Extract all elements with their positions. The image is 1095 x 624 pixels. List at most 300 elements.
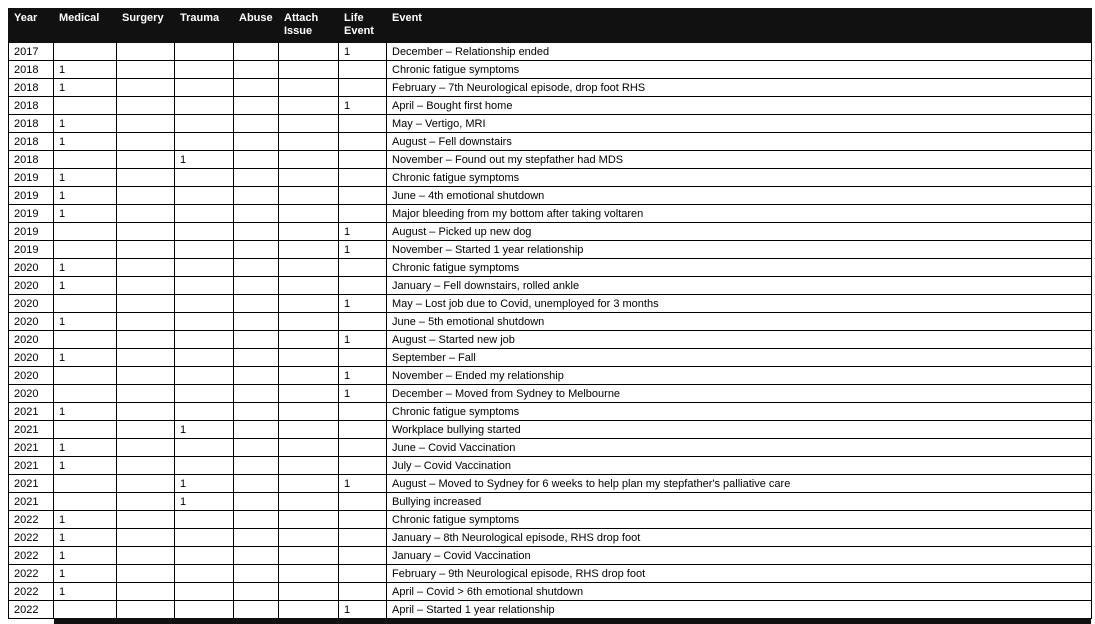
- trauma-cell: [175, 367, 234, 385]
- year-cell: 2020: [9, 295, 54, 313]
- life-event-cell: [339, 79, 387, 97]
- life-event-cell: [339, 205, 387, 223]
- year-cell: 2019: [9, 241, 54, 259]
- attach-issue-cell: [279, 331, 339, 349]
- attach-issue-cell: [279, 79, 339, 97]
- life-event-cell: 1: [339, 367, 387, 385]
- year-cell: 2022: [9, 547, 54, 565]
- medical-cell: 1: [54, 79, 117, 97]
- event-cell: November – Started 1 year relationship: [387, 241, 1092, 259]
- surgery-cell: [117, 187, 175, 205]
- surgery-cell: [117, 565, 175, 583]
- life-event-cell: [339, 421, 387, 439]
- medical-cell: 1: [54, 583, 117, 601]
- medical-cell: [54, 601, 117, 619]
- surgery-cell: [117, 475, 175, 493]
- surgery-cell: [117, 385, 175, 403]
- abuse-cell: [234, 187, 279, 205]
- table-row: [9, 61, 1092, 79]
- surgery-cell: [117, 367, 175, 385]
- attach-issue-cell: [279, 547, 339, 565]
- year-cell: 2020: [9, 385, 54, 403]
- trauma-cell: [175, 241, 234, 259]
- year-cell: 2021: [9, 493, 54, 511]
- life-event-cell: 1: [339, 97, 387, 115]
- table-row: [9, 439, 1092, 457]
- event-cell: January – Covid Vaccination: [387, 547, 1092, 565]
- life-event-cell: [339, 61, 387, 79]
- life-event-cell: [339, 547, 387, 565]
- medical-cell: [54, 421, 117, 439]
- table-row: [9, 187, 1092, 205]
- year-cell: 2018: [9, 61, 54, 79]
- trauma-cell: [175, 439, 234, 457]
- surgery-cell: [117, 241, 175, 259]
- life-event-cell: [339, 313, 387, 331]
- life-event-cell: [339, 511, 387, 529]
- event-cell: April – Bought first home: [387, 97, 1092, 115]
- life-event-cell: [339, 259, 387, 277]
- medical-cell: 1: [54, 349, 117, 367]
- trauma-cell: 1: [175, 475, 234, 493]
- year-cell: 2020: [9, 277, 54, 295]
- abuse-cell: [234, 457, 279, 475]
- surgery-cell: [117, 43, 175, 61]
- year-cell: 2021: [9, 439, 54, 457]
- medical-cell: 1: [54, 565, 117, 583]
- table-row: [9, 223, 1092, 241]
- year-cell: 2020: [9, 349, 54, 367]
- medical-cell: [54, 223, 117, 241]
- year-cell: 2018: [9, 97, 54, 115]
- header-cell-trauma: Trauma: [175, 9, 234, 43]
- abuse-cell: [234, 223, 279, 241]
- surgery-cell: [117, 511, 175, 529]
- year-cell: 2020: [9, 367, 54, 385]
- life-event-cell: [339, 349, 387, 367]
- surgery-cell: [117, 547, 175, 565]
- medical-cell: 1: [54, 403, 117, 421]
- year-cell: 2020: [9, 259, 54, 277]
- trauma-cell: [175, 295, 234, 313]
- life-event-cell: [339, 529, 387, 547]
- abuse-cell: [234, 205, 279, 223]
- trauma-cell: [175, 43, 234, 61]
- trauma-cell: [175, 79, 234, 97]
- trauma-cell: [175, 601, 234, 619]
- attach-issue-cell: [279, 115, 339, 133]
- medical-cell: [54, 43, 117, 61]
- abuse-cell: [234, 601, 279, 619]
- trauma-cell: [175, 133, 234, 151]
- trauma-cell: [175, 277, 234, 295]
- abuse-cell: [234, 79, 279, 97]
- trauma-cell: [175, 583, 234, 601]
- table-row: [9, 349, 1092, 367]
- year-cell: 2018: [9, 115, 54, 133]
- trauma-cell: [175, 511, 234, 529]
- event-cell: Chronic fatigue symptoms: [387, 259, 1092, 277]
- abuse-cell: [234, 61, 279, 79]
- table-header: [9, 9, 1092, 43]
- abuse-cell: [234, 403, 279, 421]
- attach-issue-cell: [279, 61, 339, 79]
- surgery-cell: [117, 61, 175, 79]
- event-cell: February – 9th Neurological episode, RHS drop foot: [387, 565, 1092, 583]
- attach-issue-cell: [279, 511, 339, 529]
- abuse-cell: [234, 367, 279, 385]
- table-row: [9, 79, 1092, 97]
- year-cell: 2019: [9, 169, 54, 187]
- table-row: [9, 295, 1092, 313]
- abuse-cell: [234, 43, 279, 61]
- table-row: [9, 565, 1092, 583]
- medical-cell: [54, 475, 117, 493]
- medical-cell: 1: [54, 205, 117, 223]
- attach-issue-cell: [279, 403, 339, 421]
- surgery-cell: [117, 529, 175, 547]
- life-event-cell: 1: [339, 331, 387, 349]
- event-cell: Chronic fatigue symptoms: [387, 169, 1092, 187]
- attach-issue-cell: [279, 601, 339, 619]
- trauma-cell: [175, 61, 234, 79]
- medical-cell: 1: [54, 277, 117, 295]
- life-event-cell: [339, 277, 387, 295]
- surgery-cell: [117, 331, 175, 349]
- attach-issue-cell: [279, 529, 339, 547]
- year-cell: 2022: [9, 583, 54, 601]
- trauma-cell: 1: [175, 151, 234, 169]
- event-cell: July – Covid Vaccination: [387, 457, 1092, 475]
- trauma-cell: [175, 385, 234, 403]
- abuse-cell: [234, 277, 279, 295]
- year-cell: 2020: [9, 331, 54, 349]
- year-cell: 2021: [9, 457, 54, 475]
- abuse-cell: [234, 169, 279, 187]
- surgery-cell: [117, 277, 175, 295]
- event-cell: Workplace bullying started: [387, 421, 1092, 439]
- event-cell: August – Picked up new dog: [387, 223, 1092, 241]
- medical-cell: 1: [54, 61, 117, 79]
- abuse-cell: [234, 565, 279, 583]
- attach-issue-cell: [279, 295, 339, 313]
- table-row: [9, 421, 1092, 439]
- medical-cell: 1: [54, 169, 117, 187]
- abuse-cell: [234, 151, 279, 169]
- life-event-cell: [339, 151, 387, 169]
- trauma-history-table: [8, 8, 1092, 619]
- life-event-cell: [339, 493, 387, 511]
- attach-issue-cell: [279, 439, 339, 457]
- medical-cell: 1: [54, 529, 117, 547]
- trauma-cell: [175, 529, 234, 547]
- medical-cell: 1: [54, 133, 117, 151]
- attach-issue-cell: [279, 223, 339, 241]
- header-cell-attach-issue: Attach Issue: [279, 9, 339, 43]
- year-cell: 2020: [9, 313, 54, 331]
- medical-cell: 1: [54, 313, 117, 331]
- event-cell: April – Covid > 6th emotional shutdown: [387, 583, 1092, 601]
- surgery-cell: [117, 583, 175, 601]
- medical-cell: 1: [54, 259, 117, 277]
- surgery-cell: [117, 205, 175, 223]
- cutoff-next-row-bar: [54, 618, 1091, 624]
- life-event-cell: 1: [339, 223, 387, 241]
- table-row: [9, 367, 1092, 385]
- event-cell: June – Covid Vaccination: [387, 439, 1092, 457]
- event-cell: February – 7th Neurological episode, drop foot RHS: [387, 79, 1092, 97]
- year-cell: 2018: [9, 133, 54, 151]
- medical-cell: [54, 151, 117, 169]
- abuse-cell: [234, 115, 279, 133]
- attach-issue-cell: [279, 421, 339, 439]
- medical-cell: 1: [54, 547, 117, 565]
- event-cell: June – 5th emotional shutdown: [387, 313, 1092, 331]
- life-event-cell: [339, 169, 387, 187]
- trauma-cell: [175, 187, 234, 205]
- trauma-cell: [175, 97, 234, 115]
- event-cell: November – Ended my relationship: [387, 367, 1092, 385]
- attach-issue-cell: [279, 133, 339, 151]
- table-row: [9, 313, 1092, 331]
- table-row: [9, 241, 1092, 259]
- surgery-cell: [117, 259, 175, 277]
- abuse-cell: [234, 295, 279, 313]
- attach-issue-cell: [279, 385, 339, 403]
- trauma-cell: 1: [175, 493, 234, 511]
- life-event-cell: 1: [339, 475, 387, 493]
- abuse-cell: [234, 511, 279, 529]
- table-row: [9, 205, 1092, 223]
- attach-issue-cell: [279, 43, 339, 61]
- life-event-cell: [339, 403, 387, 421]
- medical-cell: 1: [54, 187, 117, 205]
- year-cell: 2019: [9, 223, 54, 241]
- table-row: [9, 151, 1092, 169]
- trauma-history-table-container: [8, 8, 1091, 619]
- year-cell: 2021: [9, 403, 54, 421]
- attach-issue-cell: [279, 313, 339, 331]
- event-cell: Chronic fatigue symptoms: [387, 61, 1092, 79]
- table-row: [9, 277, 1092, 295]
- event-cell: Chronic fatigue symptoms: [387, 403, 1092, 421]
- surgery-cell: [117, 79, 175, 97]
- table-row: [9, 43, 1092, 61]
- table-row: [9, 475, 1092, 493]
- abuse-cell: [234, 547, 279, 565]
- abuse-cell: [234, 349, 279, 367]
- trauma-cell: [175, 331, 234, 349]
- attach-issue-cell: [279, 169, 339, 187]
- medical-cell: 1: [54, 511, 117, 529]
- event-cell: May – Vertigo, MRI: [387, 115, 1092, 133]
- event-cell: January – Fell downstairs, rolled ankle: [387, 277, 1092, 295]
- attach-issue-cell: [279, 241, 339, 259]
- surgery-cell: [117, 493, 175, 511]
- attach-issue-cell: [279, 457, 339, 475]
- surgery-cell: [117, 151, 175, 169]
- life-event-cell: 1: [339, 601, 387, 619]
- medical-cell: [54, 295, 117, 313]
- attach-issue-cell: [279, 565, 339, 583]
- event-cell: August – Started new job: [387, 331, 1092, 349]
- abuse-cell: [234, 493, 279, 511]
- header-cell-year: Year: [9, 9, 54, 43]
- surgery-cell: [117, 439, 175, 457]
- year-cell: 2021: [9, 421, 54, 439]
- event-cell: August – Fell downstairs: [387, 133, 1092, 151]
- header-cell-surgery: Surgery: [117, 9, 175, 43]
- medical-cell: [54, 493, 117, 511]
- abuse-cell: [234, 475, 279, 493]
- table-row: [9, 583, 1092, 601]
- life-event-cell: [339, 457, 387, 475]
- abuse-cell: [234, 259, 279, 277]
- attach-issue-cell: [279, 277, 339, 295]
- life-event-cell: [339, 133, 387, 151]
- surgery-cell: [117, 313, 175, 331]
- table-row: [9, 403, 1092, 421]
- year-cell: 2018: [9, 151, 54, 169]
- surgery-cell: [117, 421, 175, 439]
- attach-issue-cell: [279, 493, 339, 511]
- surgery-cell: [117, 295, 175, 313]
- table-row: [9, 133, 1092, 151]
- trauma-cell: [175, 403, 234, 421]
- attach-issue-cell: [279, 151, 339, 169]
- abuse-cell: [234, 421, 279, 439]
- abuse-cell: [234, 133, 279, 151]
- abuse-cell: [234, 583, 279, 601]
- life-event-cell: [339, 583, 387, 601]
- table-row: [9, 529, 1092, 547]
- header-cell-life-event: Life Event: [339, 9, 387, 43]
- surgery-cell: [117, 97, 175, 115]
- year-cell: 2022: [9, 529, 54, 547]
- event-cell: August – Moved to Sydney for 6 weeks to help plan my stepfather's palliative care: [387, 475, 1092, 493]
- table-row: [9, 115, 1092, 133]
- medical-cell: 1: [54, 457, 117, 475]
- medical-cell: 1: [54, 115, 117, 133]
- header-cell-event: Event: [387, 9, 1092, 43]
- year-cell: 2019: [9, 205, 54, 223]
- table-row: [9, 259, 1092, 277]
- event-cell: May – Lost job due to Covid, unemployed for 3 months: [387, 295, 1092, 313]
- table-row: [9, 385, 1092, 403]
- abuse-cell: [234, 439, 279, 457]
- medical-cell: 1: [54, 439, 117, 457]
- trauma-cell: [175, 565, 234, 583]
- table-row: [9, 97, 1092, 115]
- life-event-cell: [339, 115, 387, 133]
- table-body: [9, 43, 1092, 619]
- event-cell: Major bleeding from my bottom after taking voltaren: [387, 205, 1092, 223]
- medical-cell: [54, 241, 117, 259]
- year-cell: 2022: [9, 601, 54, 619]
- surgery-cell: [117, 223, 175, 241]
- trauma-cell: [175, 349, 234, 367]
- abuse-cell: [234, 97, 279, 115]
- year-cell: 2017: [9, 43, 54, 61]
- event-cell: Bullying increased: [387, 493, 1092, 511]
- trauma-cell: [175, 205, 234, 223]
- life-event-cell: 1: [339, 295, 387, 313]
- medical-cell: [54, 97, 117, 115]
- abuse-cell: [234, 529, 279, 547]
- life-event-cell: [339, 565, 387, 583]
- table-row: [9, 169, 1092, 187]
- header-cell-abuse: Abuse: [234, 9, 279, 43]
- attach-issue-cell: [279, 97, 339, 115]
- trauma-cell: [175, 223, 234, 241]
- trauma-cell: [175, 115, 234, 133]
- year-cell: 2021: [9, 475, 54, 493]
- surgery-cell: [117, 601, 175, 619]
- medical-cell: [54, 385, 117, 403]
- attach-issue-cell: [279, 475, 339, 493]
- header-cell-medical: Medical: [54, 9, 117, 43]
- life-event-cell: 1: [339, 241, 387, 259]
- event-cell: June – 4th emotional shutdown: [387, 187, 1092, 205]
- surgery-cell: [117, 169, 175, 187]
- attach-issue-cell: [279, 187, 339, 205]
- trauma-cell: [175, 313, 234, 331]
- trauma-cell: [175, 457, 234, 475]
- table-row: [9, 331, 1092, 349]
- life-event-cell: 1: [339, 385, 387, 403]
- event-cell: April – Started 1 year relationship: [387, 601, 1092, 619]
- event-cell: January – 8th Neurological episode, RHS drop foot: [387, 529, 1092, 547]
- table-row: [9, 601, 1092, 619]
- event-cell: September – Fall: [387, 349, 1092, 367]
- table-row: [9, 511, 1092, 529]
- attach-issue-cell: [279, 367, 339, 385]
- life-event-cell: 1: [339, 43, 387, 61]
- table-row: [9, 457, 1092, 475]
- life-event-cell: [339, 187, 387, 205]
- life-event-cell: [339, 439, 387, 457]
- abuse-cell: [234, 241, 279, 259]
- abuse-cell: [234, 331, 279, 349]
- medical-cell: [54, 331, 117, 349]
- year-cell: 2019: [9, 187, 54, 205]
- medical-cell: [54, 367, 117, 385]
- event-cell: December – Relationship ended: [387, 43, 1092, 61]
- trauma-cell: 1: [175, 421, 234, 439]
- year-cell: 2018: [9, 79, 54, 97]
- table-row: [9, 547, 1092, 565]
- year-cell: 2022: [9, 565, 54, 583]
- year-cell: 2022: [9, 511, 54, 529]
- surgery-cell: [117, 403, 175, 421]
- abuse-cell: [234, 385, 279, 403]
- surgery-cell: [117, 457, 175, 475]
- trauma-cell: [175, 259, 234, 277]
- event-cell: Chronic fatigue symptoms: [387, 511, 1092, 529]
- attach-issue-cell: [279, 259, 339, 277]
- attach-issue-cell: [279, 205, 339, 223]
- attach-issue-cell: [279, 349, 339, 367]
- event-cell: November – Found out my stepfather had MDS: [387, 151, 1092, 169]
- surgery-cell: [117, 349, 175, 367]
- abuse-cell: [234, 313, 279, 331]
- surgery-cell: [117, 133, 175, 151]
- surgery-cell: [117, 115, 175, 133]
- attach-issue-cell: [279, 583, 339, 601]
- table-row: [9, 493, 1092, 511]
- trauma-cell: [175, 169, 234, 187]
- header-row: [9, 9, 1092, 43]
